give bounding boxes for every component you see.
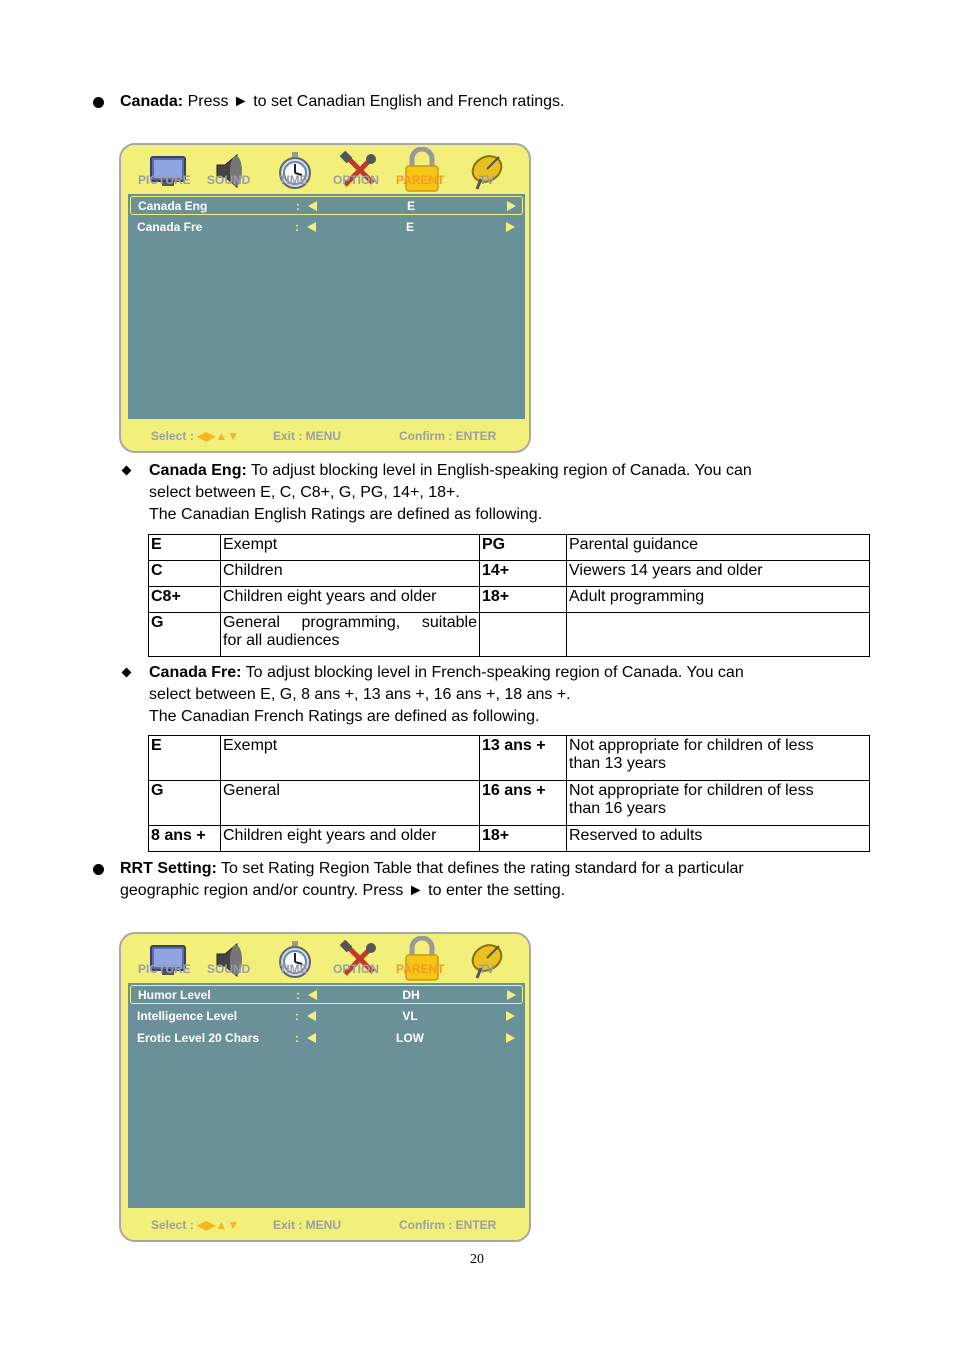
rating-code: C8+	[149, 587, 221, 613]
row-colon: :	[296, 199, 300, 213]
rating-desc: Exempt	[221, 736, 480, 781]
right-arrow-icon[interactable]	[507, 990, 516, 1000]
table-row	[149, 613, 870, 657]
tab-tv[interactable]: TV	[479, 962, 495, 976]
menu-screen	[128, 983, 525, 1208]
footer-select	[151, 1218, 239, 1232]
tab-time[interactable]: TIME	[279, 962, 308, 976]
diamond-bullet	[122, 668, 132, 678]
menu-tabs	[121, 962, 529, 980]
tab-sound[interactable]: SOUND	[207, 173, 251, 187]
row-label: Intelligence Level	[137, 1009, 238, 1023]
canada-eng-text: To adjust blocking level in English-speaking region of Canada. You can	[246, 462, 752, 479]
rating-desc-line1: General programming, suitable	[223, 614, 477, 631]
footer-select	[151, 429, 239, 443]
rating-desc	[567, 613, 870, 657]
rating-code: C	[149, 561, 221, 587]
footer-exit: Exit : MENU	[273, 429, 342, 443]
row-colon: :	[295, 220, 299, 234]
menu-row-canada-eng[interactable]	[130, 196, 523, 215]
rating-code: E	[149, 535, 221, 561]
table-row	[149, 587, 870, 613]
rating-desc-line2: than 16 years	[569, 800, 666, 817]
rating-desc: Children	[221, 561, 480, 587]
row-label: Humor Level	[138, 988, 211, 1002]
canada-paragraph	[120, 91, 565, 113]
menu-row-canada-fre[interactable]	[130, 218, 523, 237]
select-label: Select :	[151, 429, 198, 443]
rating-desc-multiline	[567, 736, 870, 781]
rating-desc-line1: Not appropriate for children of less	[569, 782, 814, 799]
rating-code: G	[149, 613, 221, 657]
tab-time[interactable]: TIME	[279, 173, 308, 187]
rating-code: PG	[480, 535, 567, 561]
rating-desc-line2: for all audiences	[223, 632, 340, 649]
tab-option[interactable]: OPTION	[333, 962, 380, 976]
rrt-paragraph	[120, 858, 870, 902]
canada-text: Press ► to set Canadian English and French ratings.	[183, 93, 565, 110]
rating-desc: General	[221, 781, 480, 826]
rating-code: E	[149, 736, 221, 781]
rating-desc-multiline	[567, 781, 870, 826]
tab-parent[interactable]: PARENT	[396, 962, 445, 976]
row-label: Canada Fre	[137, 220, 203, 234]
menu-screen	[128, 194, 525, 419]
canada-fre-label: Canada Fre:	[149, 664, 242, 681]
row-colon: :	[295, 1009, 299, 1023]
menu-row-intelligence-level[interactable]	[130, 1007, 523, 1026]
rating-code: 8 ans +	[149, 826, 221, 852]
rating-desc: Viewers 14 years and older	[567, 561, 870, 587]
nav-arrows-icon: ◀▶▲▼	[197, 1218, 240, 1232]
row-label: Erotic Level 20 Chars	[137, 1031, 260, 1045]
row-value: DH	[402, 988, 420, 1002]
table-row	[149, 736, 870, 781]
canada-fre-line2: select between E, G, 8 ans +, 13 ans +, 16 ans +, 18 ans +.	[149, 686, 571, 703]
bullet-dot	[93, 97, 104, 108]
canada-fre-text: To adjust blocking level in French-speaking region of Canada. You can	[241, 664, 744, 681]
rrt-label: RRT Setting:	[120, 860, 217, 877]
row-value: E	[406, 199, 415, 213]
footer-confirm: Confirm : ENTER	[399, 429, 497, 443]
diamond-bullet	[122, 466, 132, 476]
canada-fre-line3: The Canadian French Ratings are defined as following.	[149, 708, 540, 725]
canada-eng-label: Canada Eng:	[149, 462, 247, 479]
page-number: 20	[470, 1252, 484, 1267]
canada-eng-line3: The Canadian English Ratings are defined as following.	[149, 506, 543, 523]
rating-desc: Reserved to adults	[567, 826, 870, 852]
rating-desc-line1: Not appropriate for children of less	[569, 737, 814, 754]
rating-code: 16 ans +	[480, 781, 567, 826]
rating-code: G	[149, 781, 221, 826]
rating-desc: Exempt	[221, 535, 480, 561]
rating-desc-multiline	[221, 613, 480, 657]
row-label: Canada Eng	[138, 199, 208, 213]
parent-menu-rrt	[119, 932, 531, 1242]
rating-code: 18+	[480, 587, 567, 613]
tab-tv[interactable]: TV	[479, 173, 495, 187]
left-arrow-icon[interactable]	[308, 990, 317, 1000]
canada-label: Canada:	[120, 93, 184, 110]
right-arrow-icon[interactable]	[506, 1033, 515, 1043]
row-colon: :	[296, 988, 300, 1002]
rating-desc: Adult programming	[567, 587, 870, 613]
rating-code: 14+	[480, 561, 567, 587]
table-row	[149, 826, 870, 852]
footer-exit: Exit : MENU	[273, 1218, 342, 1232]
canada-fre-paragraph	[149, 662, 869, 728]
footer-confirm: Confirm : ENTER	[399, 1218, 497, 1232]
row-value: VL	[402, 1009, 418, 1023]
left-arrow-icon[interactable]	[308, 201, 317, 211]
rating-desc: Children eight years and older	[221, 826, 480, 852]
table-row	[149, 561, 870, 587]
row-value: E	[405, 220, 414, 234]
rating-code: 18+	[480, 826, 567, 852]
right-arrow-icon[interactable]	[507, 201, 516, 211]
canada-eng-paragraph	[149, 460, 869, 526]
rrt-text: To set Rating Region Table that defines the rating standard for a particular	[216, 860, 744, 877]
tab-picture[interactable]: PICTURE	[138, 173, 191, 187]
right-arrow-icon[interactable]	[506, 222, 515, 232]
select-label: Select :	[151, 1218, 198, 1232]
rating-desc-line2: than 13 years	[569, 755, 666, 772]
rating-desc: Children eight years and older	[221, 587, 480, 613]
menu-tabs	[121, 173, 529, 191]
menu-row-erotic-level[interactable]	[130, 1029, 523, 1048]
table-row	[149, 535, 870, 561]
row-value: LOW	[396, 1031, 424, 1045]
canada-fre-ratings-table	[148, 735, 870, 852]
rating-desc: Parental guidance	[567, 535, 870, 561]
parent-menu-canada	[119, 143, 531, 453]
row-colon: :	[295, 1031, 299, 1045]
tab-sound[interactable]: SOUND	[207, 962, 251, 976]
nav-arrows-icon: ◀▶▲▼	[197, 429, 240, 443]
left-arrow-icon[interactable]	[307, 1011, 316, 1021]
tab-parent[interactable]: PARENT	[396, 173, 445, 187]
rrt-line2: geographic region and/or country. Press ► to enter the setting.	[120, 882, 566, 899]
bullet-dot	[93, 864, 104, 875]
rating-code: 13 ans +	[480, 736, 567, 781]
menu-row-humor-level[interactable]	[130, 985, 523, 1004]
right-arrow-icon[interactable]	[506, 1011, 515, 1021]
canada-eng-ratings-table	[148, 534, 870, 657]
tab-option[interactable]: OPTION	[333, 173, 380, 187]
left-arrow-icon[interactable]	[307, 1033, 316, 1043]
canada-eng-line2: select between E, C, C8+, G, PG, 14+, 18+.	[149, 484, 460, 501]
tab-picture[interactable]: PICTURE	[138, 962, 191, 976]
left-arrow-icon[interactable]	[307, 222, 316, 232]
rating-code	[480, 613, 567, 657]
table-row	[149, 781, 870, 826]
